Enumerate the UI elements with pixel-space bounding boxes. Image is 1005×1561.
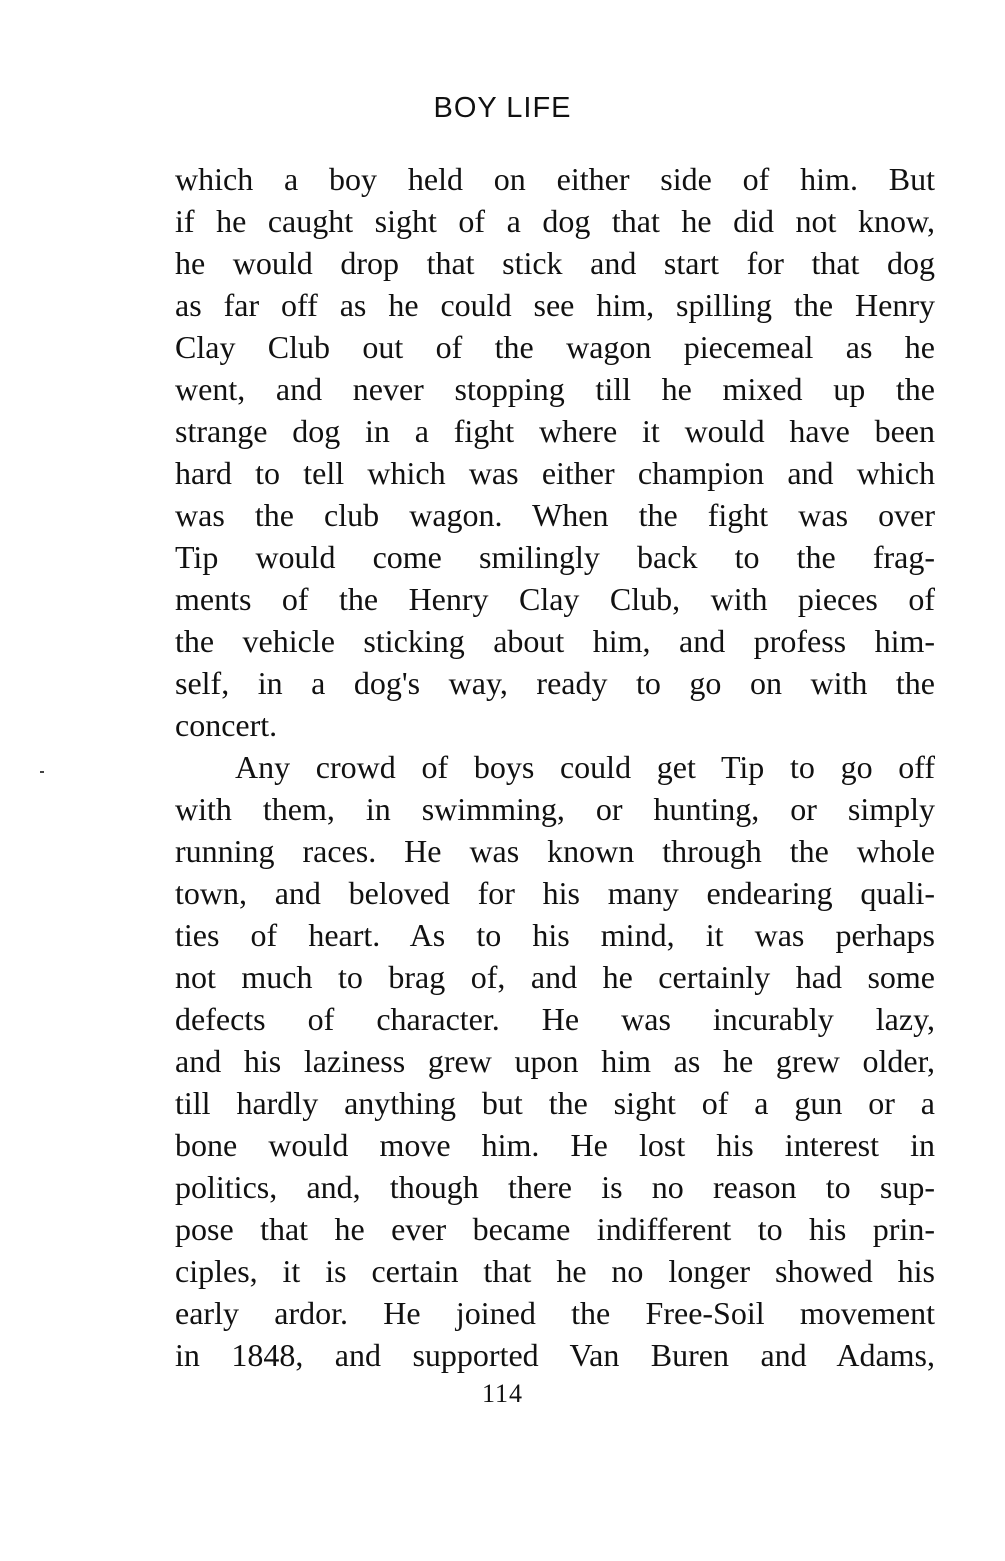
text-line: strange dog in a fight where it would have been: [175, 413, 935, 449]
body-text: [175, 158, 935, 1376]
text-line: town, and beloved for his many endearing quali-: [175, 875, 935, 911]
text-line: concert.: [175, 707, 278, 743]
text-line: ments of the Henry Clay Club, with pieces of: [175, 581, 935, 617]
text-line: defects of character. He was incurably lazy,: [175, 1001, 935, 1037]
text-line: as far off as he could see him, spilling the Henry: [175, 287, 935, 323]
text-line: politics, and, though there is no reason to sup-: [175, 1169, 935, 1205]
text-line: with them, in swimming, or hunting, or simply: [175, 791, 935, 827]
text-line: till hardly anything but the sight of a gun or a: [175, 1085, 935, 1121]
text-line: self, in a dog's way, ready to go on with the: [175, 665, 935, 701]
running-head: BOY LIFE: [433, 92, 572, 124]
text-line: he would drop that stick and start for that dog: [175, 245, 935, 281]
text-line: which a boy held on either side of him. But: [175, 161, 935, 197]
text-line: the vehicle sticking about him, and profess him-: [175, 623, 935, 659]
paragraph-2: [175, 746, 935, 1376]
text-line: if he caught sight of a dog that he did not know,: [175, 203, 935, 239]
text-line: ciples, it is certain that he no longer showed his: [175, 1253, 935, 1289]
text-line: ties of heart. As to his mind, it was perhaps: [175, 917, 935, 953]
margin-mark: [40, 771, 44, 773]
text-line: early ardor. He joined the Free-Soil movement: [175, 1295, 935, 1331]
text-line: went, and never stopping till he mixed up the: [175, 371, 935, 407]
text-line: not much to brag of, and he certainly had some: [175, 959, 935, 995]
text-line: Tip would come smilingly back to the frag-: [175, 539, 935, 575]
text-line: was the club wagon. When the fight was over: [175, 497, 935, 533]
text-line: Any crowd of boys could get Tip to go off: [235, 749, 935, 785]
text-line: running races. He was known through the whole: [175, 833, 935, 869]
page-number: 114: [481, 1379, 524, 1408]
text-line: hard to tell which was either champion and which: [175, 455, 935, 491]
text-line: bone would move him. He lost his interest in: [175, 1127, 935, 1163]
text-line: Clay Club out of the wagon piecemeal as he: [175, 329, 935, 365]
text-line: and his laziness grew upon him as he grew older,: [175, 1043, 935, 1079]
text-line: pose that he ever became indifferent to his prin-: [175, 1211, 935, 1247]
paragraph-1: [175, 158, 935, 746]
text-line: in 1848, and supported Van Buren and Adams,: [175, 1337, 935, 1373]
